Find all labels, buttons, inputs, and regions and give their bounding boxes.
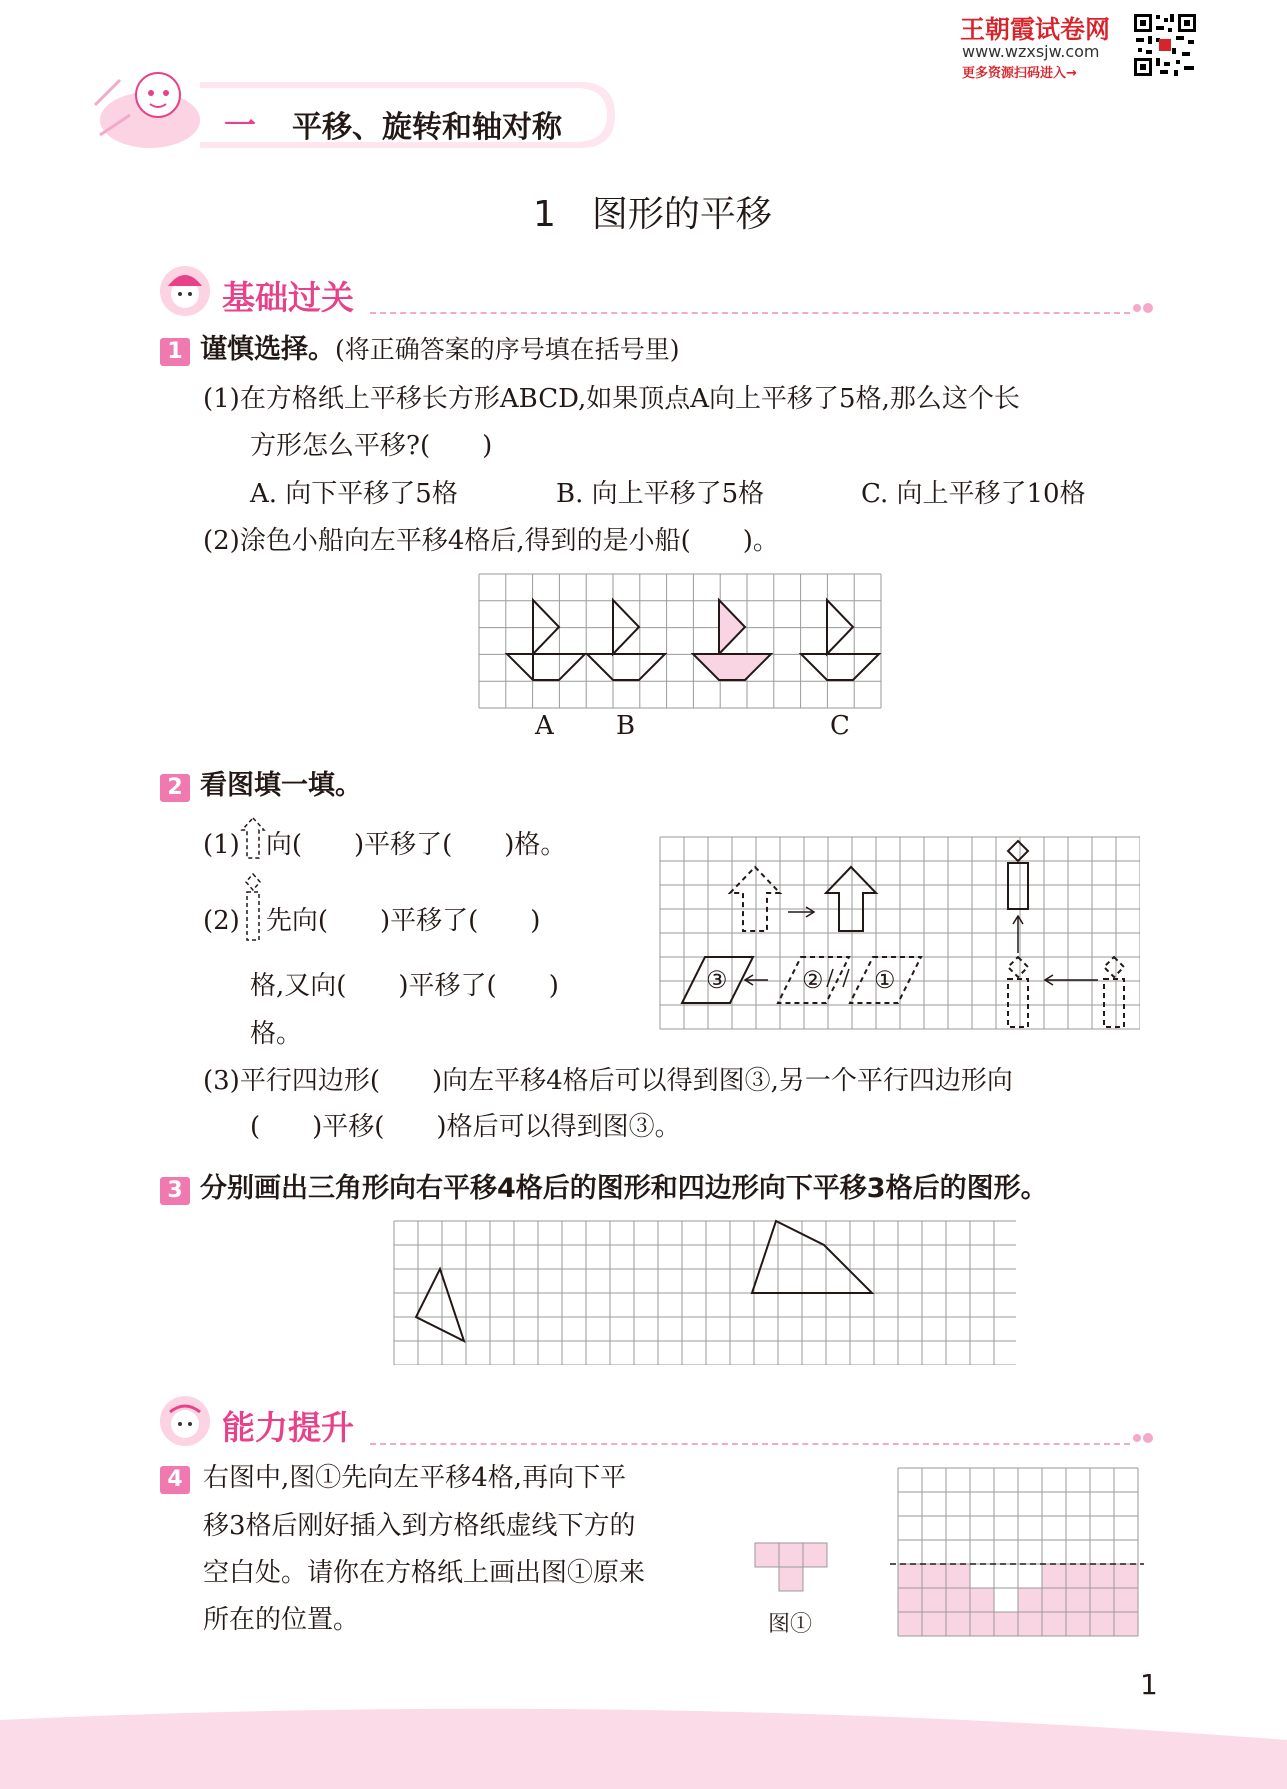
q2-p2-line2[interactable]: 格,又向( )平移了( ): [250, 971, 559, 1001]
lesson-title: 1 图形的平移: [533, 194, 772, 235]
boy-avatar-icon: [158, 1394, 212, 1448]
q2-p3-line2[interactable]: ( )平移( )格后可以得到图③。: [250, 1112, 681, 1142]
shapes-grid-figure[interactable]: [392, 1219, 1016, 1365]
arrow-shape: [826, 867, 876, 931]
translation-grid-figure: [658, 835, 1140, 1031]
q2-heading: [160, 772, 362, 802]
brand-tagline: 更多资源扫码进入→: [962, 66, 1077, 81]
candle-top-shape: [1008, 841, 1028, 909]
section-divider: [370, 1443, 1130, 1445]
boat-label-b: B: [616, 711, 636, 741]
section-advanced: 能力提升: [222, 1408, 354, 1447]
figure-1-shape: [754, 1542, 830, 1594]
q2-p2[interactable]: [203, 902, 540, 942]
q2-p2-text: 先向( )平移了( ): [265, 906, 541, 936]
boat-c: [801, 600, 879, 680]
boat-a: [507, 600, 585, 680]
dashed-arrow-icon: [240, 816, 266, 860]
unit-number: 一: [224, 106, 257, 144]
page-number: 1: [1140, 1668, 1158, 1701]
qr-code-icon[interactable]: [1132, 12, 1198, 78]
para-label-2: ②: [802, 966, 824, 994]
dashed-candle-right: [1104, 957, 1124, 1027]
fill-grid-figure[interactable]: [888, 1466, 1146, 1638]
boat-label-a: A: [535, 711, 554, 741]
q2-p1-label: (1): [203, 830, 240, 860]
q2-p2-line3: 格。: [250, 1019, 303, 1049]
dots-decoration: [1132, 1430, 1158, 1446]
q1-option-c[interactable]: C. 向上平移了10格: [861, 479, 1086, 509]
unit-title: 平移、旋转和轴对称: [292, 110, 562, 145]
para-label-1: ①: [874, 966, 896, 994]
grid: [394, 1221, 1016, 1365]
brand-url[interactable]: www.wzxsjw.com: [962, 42, 1100, 61]
girl-avatar-icon: [158, 264, 212, 318]
q4-line-3: 空白处。请你在方格纸上画出图①原来: [203, 1558, 646, 1588]
triangle-shape: [416, 1269, 464, 1341]
footer-band: [0, 1700, 1287, 1789]
q1-option-a[interactable]: A. 向下平移了5格: [250, 479, 458, 509]
para-label-3: ③: [706, 966, 728, 994]
q1-title: 谨慎选择。: [200, 334, 335, 365]
q4-number: 4: [160, 1466, 190, 1494]
q4-line-4: 所在的位置。: [203, 1605, 360, 1635]
boat-shaded: [693, 600, 771, 680]
q1-heading: [160, 336, 680, 366]
dots-decoration: [1132, 300, 1158, 316]
q2-title: 看图填一填。: [200, 770, 362, 801]
q4-line-1: 右图中,图①先向左平移4格,再向下平: [203, 1463, 627, 1493]
q4-number-wrap: [160, 1465, 200, 1494]
section-divider: [370, 312, 1130, 314]
q1-note: (将正确答案的序号填在括号里): [335, 335, 680, 364]
q2-p3-line1[interactable]: (3)平行四边形( )向左平移4格后可以得到图③,另一个平行四边形向: [203, 1066, 1013, 1096]
dashed-candle-icon: [240, 872, 266, 942]
q1-p1-line1: (1)在方格纸上平移长方形ABCD,如果顶点A向上平移了5格,那么这个长: [203, 384, 1020, 414]
figure-1-label: 图①: [768, 1612, 813, 1637]
q2-p1-text: 向( )平移了( )格。: [265, 830, 567, 860]
move-arrows: [745, 907, 1098, 987]
cartoon-character-icon: [95, 73, 200, 148]
boat-b: [587, 600, 665, 680]
q2-number: 2: [160, 774, 190, 802]
section-basic: 基础过关: [222, 278, 354, 317]
boats-grid-figure: [477, 572, 883, 712]
q1-option-b[interactable]: B. 向上平移了5格: [556, 479, 765, 509]
q1-number: 1: [160, 338, 190, 366]
q3-title: 分别画出三角形向右平移4格后的图形和四边形向下平移3格后的图形。: [200, 1173, 1048, 1204]
q2-p2-label: (2): [203, 906, 240, 936]
quadrilateral-shape: [752, 1221, 872, 1293]
boat-label-c: C: [830, 711, 850, 741]
grid: [479, 574, 881, 708]
dashed-candle-mid: [1008, 957, 1028, 1027]
q1-p2[interactable]: (2)涂色小船向左平移4格后,得到的是小船( )。: [203, 526, 779, 556]
q3-heading: [160, 1175, 1048, 1205]
q1-p1-line2[interactable]: 方形怎么平移?( ): [250, 431, 493, 461]
q2-p1[interactable]: [203, 832, 566, 860]
dashed-arrow-shape: [730, 867, 780, 931]
q4-line-2: 移3格后刚好插入到方格纸虚线下方的: [203, 1511, 636, 1541]
q3-number: 3: [160, 1177, 190, 1205]
brand-name: 王朝霞试卷网: [960, 15, 1111, 44]
